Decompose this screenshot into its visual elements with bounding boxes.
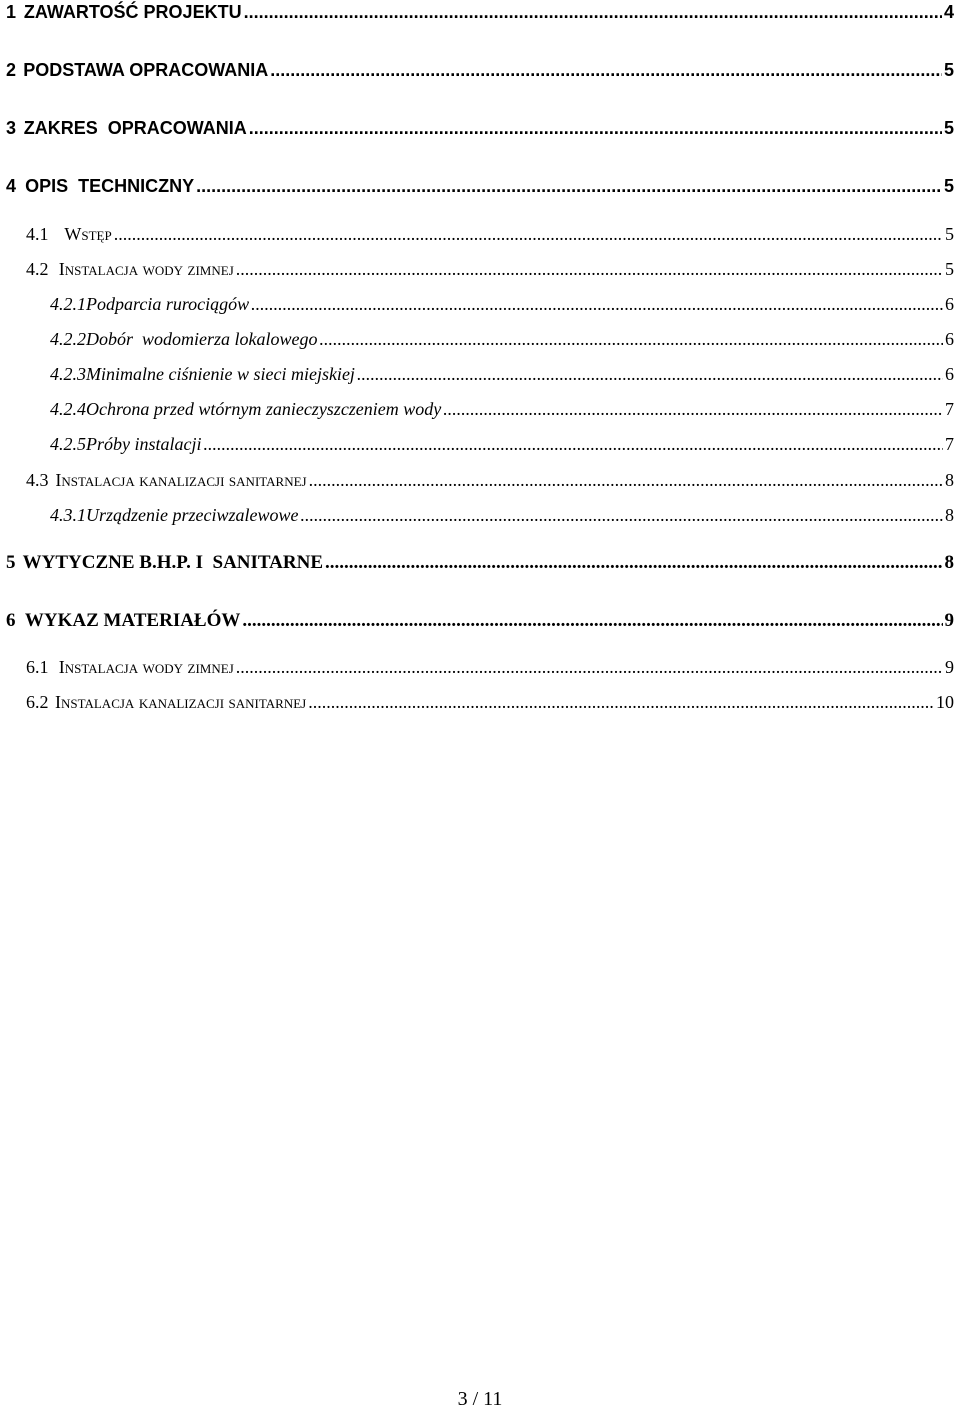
- dot-leader: [443, 399, 943, 420]
- toc-entry-6-2[interactable]: [26, 692, 954, 713]
- toc-entry-page: 6: [945, 329, 954, 349]
- toc-entry-title: PODSTAWA OPRACOWANIA: [23, 60, 269, 80]
- dot-leader: [196, 176, 942, 197]
- dot-leader: [204, 434, 944, 455]
- toc-entry-title: Instalacja kanalizacji sanitarnej: [55, 470, 307, 490]
- dot-leader: [242, 610, 942, 632]
- toc-entry-title: Ochrona przed wtórnym zanieczyszczeniem wody: [86, 399, 442, 419]
- toc-entry-number: 4.3: [26, 470, 49, 490]
- toc-entry-title: Urządzenie przeciwzalewowe: [86, 505, 299, 525]
- toc-entry-page: 6: [945, 364, 954, 384]
- toc-entry-number: 4.2.3: [50, 364, 86, 384]
- toc-entry-4-2-4[interactable]: [50, 399, 954, 420]
- toc-entry-page: 8: [945, 505, 954, 525]
- toc-entry-page: 5: [943, 60, 954, 80]
- toc-entry-4-3[interactable]: [26, 470, 954, 491]
- toc-entry-page: 8: [945, 470, 954, 490]
- toc-entry-4[interactable]: [6, 176, 954, 197]
- toc-entry-number: 5: [6, 552, 16, 573]
- toc-entry-number: 4: [6, 176, 17, 196]
- toc-entry-title: Próby instalacji: [86, 434, 202, 454]
- toc-entry-5[interactable]: [6, 552, 954, 574]
- toc-entry-title: Dobór wodomierza lokalowego: [86, 329, 318, 349]
- toc-entry-number: 6.2: [26, 692, 49, 712]
- dot-leader: [357, 364, 943, 385]
- toc-entry-title: Wstęp: [64, 224, 112, 244]
- toc-entry-1[interactable]: [6, 2, 954, 23]
- toc-entry-4-2[interactable]: [26, 259, 954, 280]
- dot-leader: [300, 505, 943, 526]
- toc-entry-number: 4.2.2: [50, 329, 86, 349]
- toc-entry-page: 4: [943, 2, 954, 22]
- toc-entry-page: 5: [945, 259, 954, 279]
- toc-entry-number: 2: [6, 60, 17, 80]
- dot-leader: [244, 2, 942, 23]
- toc-entry-page: 8: [944, 552, 954, 573]
- page-number-footer: 3 / 11: [457, 1388, 503, 1410]
- toc-entry-number: 4.2.4: [50, 399, 86, 419]
- toc-entry-title: ZAKRES OPRACOWANIA: [23, 118, 247, 138]
- toc-entry-number: 1: [6, 2, 17, 22]
- dot-leader: [236, 657, 943, 678]
- toc-entry-page: 7: [945, 399, 954, 419]
- toc-entry-4-2-1[interactable]: [50, 294, 954, 315]
- toc-entry-number: 3: [6, 118, 17, 138]
- toc-entry-title: Instalacja wody zimnej: [58, 657, 234, 677]
- toc-entry-page: 5: [943, 176, 954, 196]
- toc-entry-4-2-5[interactable]: [50, 434, 954, 455]
- toc-entry-title: WYKAZ MATERIAŁÓW: [24, 610, 241, 631]
- toc-entry-page: 6: [945, 294, 954, 314]
- toc-entry-6-1[interactable]: [26, 657, 954, 678]
- toc-entry-2[interactable]: [6, 60, 954, 81]
- toc-entry-number: 4.1: [26, 224, 49, 244]
- toc-entry-page: 10: [936, 692, 954, 712]
- toc-entry-title: WYTYCZNE B.H.P. I SANITARNE: [22, 552, 324, 573]
- toc-entry-4-2-2[interactable]: [50, 329, 954, 350]
- toc-entry-page: 7: [945, 434, 954, 454]
- dot-leader: [114, 224, 943, 245]
- toc-entry-page: 5: [943, 118, 954, 138]
- toc-entry-title: ZAWARTOŚĆ PROJEKTU: [23, 2, 242, 22]
- toc-entry-number: 6: [6, 610, 16, 631]
- toc-entry-3[interactable]: [6, 118, 954, 139]
- dot-leader: [251, 294, 943, 315]
- dot-leader: [320, 329, 944, 350]
- toc-entry-title: OPIS TECHNICZNY: [25, 176, 195, 196]
- toc-entry-number: 4.2: [26, 259, 49, 279]
- toc-entry-page: 5: [945, 224, 954, 244]
- dot-leader: [308, 692, 934, 713]
- dot-leader: [309, 470, 943, 491]
- toc-entry-4-1[interactable]: [26, 224, 954, 245]
- toc-entry-number: 4.3.1: [50, 505, 86, 525]
- toc-entry-4-3-1[interactable]: [50, 505, 954, 526]
- dot-leader: [270, 60, 942, 81]
- toc-entry-number: 4.2.1: [50, 294, 86, 314]
- toc-entry-number: 6.1: [26, 657, 49, 677]
- toc-entry-4-2-3[interactable]: [50, 364, 954, 385]
- toc-entry-title: Minimalne ciśnienie w sieci miejskiej: [86, 364, 355, 384]
- toc-entry-title: Podparcia rurociągów: [86, 294, 250, 314]
- dot-leader: [325, 552, 942, 574]
- toc-entry-6[interactable]: [6, 610, 954, 632]
- toc-entry-page: 9: [945, 657, 954, 677]
- toc-entry-title: Instalacja kanalizacji sanitarnej: [54, 692, 307, 712]
- dot-leader: [236, 259, 943, 280]
- dot-leader: [249, 118, 942, 139]
- toc-entry-title: Instalacja wody zimnej: [58, 259, 234, 279]
- toc-entry-number: 4.2.5: [50, 434, 86, 454]
- toc-entry-page: 9: [944, 610, 954, 631]
